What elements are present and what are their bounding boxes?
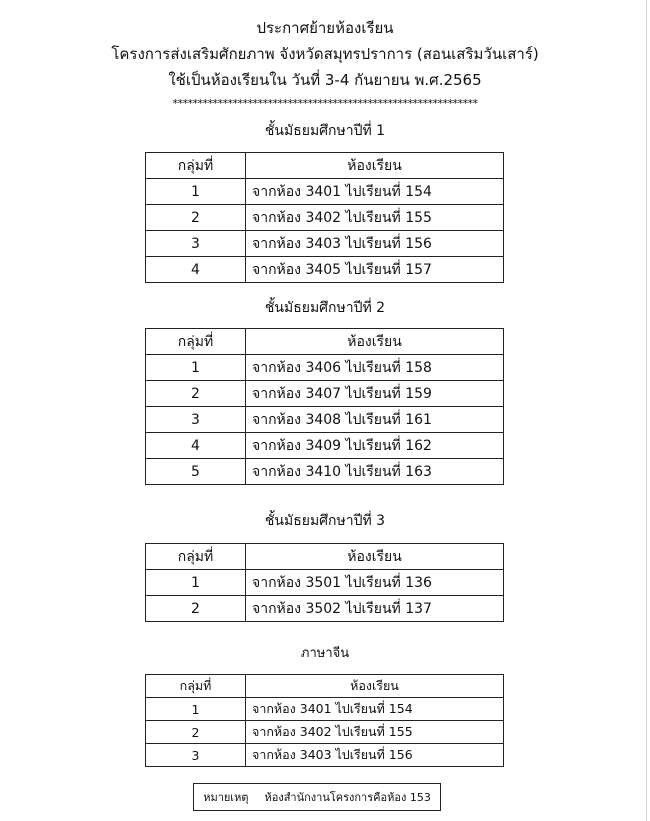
- room-cell: จากห้อง 3402 ไปเรียนที่ 155: [246, 205, 504, 231]
- group-cell: 2: [146, 381, 246, 407]
- room-cell: จากห้อง 3402 ไปเรียนที่ 155: [246, 721, 504, 744]
- group-cell: 1: [146, 570, 246, 596]
- table-header-row: [146, 544, 504, 570]
- column-header-group: กลุ่มที่: [146, 544, 246, 570]
- group-cell: 1: [146, 355, 246, 381]
- table-row: [146, 381, 504, 407]
- remark-label: หมายเหตุ: [203, 791, 249, 804]
- room-table-chinese: [145, 674, 504, 767]
- room-cell: จากห้อง 3405 ไปเรียนที่ 157: [246, 257, 504, 283]
- room-cell: จากห้อง 3403 ไปเรียนที่ 156: [246, 744, 504, 767]
- group-cell: 2: [146, 596, 246, 622]
- room-cell: จากห้อง 3406 ไปเรียนที่ 158: [246, 355, 504, 381]
- room-cell: จากห้อง 3501 ไปเรียนที่ 136: [246, 570, 504, 596]
- section-title-m1: ชั้นมัธยมศึกษาปีที่ 1: [264, 123, 386, 139]
- room-cell: จากห้อง 3408 ไปเรียนที่ 161: [246, 407, 504, 433]
- divider-stars: *************************************************************: [172, 97, 478, 110]
- group-cell: 5: [146, 459, 246, 485]
- remark-text: ห้องสำนักงานโครงการคือห้อง 153: [264, 791, 431, 804]
- table-row: [146, 744, 504, 767]
- table-row: [146, 570, 504, 596]
- group-cell: 1: [146, 179, 246, 205]
- room-cell: จากห้อง 3401 ไปเรียนที่ 154: [246, 698, 504, 721]
- group-cell: 3: [146, 231, 246, 257]
- group-cell: 3: [146, 744, 246, 767]
- column-header-group: กลุ่มที่: [146, 675, 246, 698]
- table-row: [146, 433, 504, 459]
- room-table-m3: [145, 543, 504, 622]
- room-table-m1: [145, 152, 504, 283]
- room-cell: จากห้อง 3409 ไปเรียนที่ 162: [246, 433, 504, 459]
- remark-box: [193, 783, 441, 811]
- column-header-room: ห้องเรียน: [246, 329, 504, 355]
- group-cell: 2: [146, 721, 246, 744]
- announcement-title: ประกาศย้ายห้องเรียน: [256, 19, 394, 37]
- section-title-m3: ชั้นมัธยมศึกษาปีที่ 3: [264, 513, 386, 529]
- column-header-room: ห้องเรียน: [246, 675, 504, 698]
- table-row: [146, 205, 504, 231]
- group-cell: 4: [146, 433, 246, 459]
- room-table-m2: [145, 328, 504, 485]
- room-cell: จากห้อง 3410 ไปเรียนที่ 163: [246, 459, 504, 485]
- section-title-m2: ชั้นมัธยมศึกษาปีที่ 2: [264, 300, 386, 316]
- table-header-row: [146, 153, 504, 179]
- table-row: [146, 698, 504, 721]
- table-row: [146, 355, 504, 381]
- room-cell: จากห้อง 3407 ไปเรียนที่ 159: [246, 381, 504, 407]
- table-row: [146, 257, 504, 283]
- room-cell: จากห้อง 3403 ไปเรียนที่ 156: [246, 231, 504, 257]
- column-header-room: ห้องเรียน: [246, 153, 504, 179]
- room-cell: จากห้อง 3401 ไปเรียนที่ 154: [246, 179, 504, 205]
- group-cell: 4: [146, 257, 246, 283]
- column-header-group: กลุ่มที่: [146, 153, 246, 179]
- table-header-row: [146, 675, 504, 698]
- table-row: [146, 231, 504, 257]
- table-row: [146, 407, 504, 433]
- section-title-chinese: ภาษาจีน: [300, 646, 350, 661]
- group-cell: 2: [146, 205, 246, 231]
- column-header-group: กลุ่มที่: [146, 329, 246, 355]
- group-cell: 3: [146, 407, 246, 433]
- group-cell: 1: [146, 698, 246, 721]
- room-cell: จากห้อง 3502 ไปเรียนที่ 137: [246, 596, 504, 622]
- project-name: โครงการส่งเสริมศักยภาพ จังหวัดสมุทรปราการ (สอนเสริมวันเสาร์): [111, 45, 539, 63]
- table-row: [146, 596, 504, 622]
- table-row: [146, 459, 504, 485]
- column-header-room: ห้องเรียน: [246, 544, 504, 570]
- table-row: [146, 721, 504, 744]
- table-header-row: [146, 329, 504, 355]
- date-line: ใช้เป็นห้องเรียนใน วันที่ 3-4 กันยายน พ.ศ.2565: [168, 71, 482, 89]
- table-row: [146, 179, 504, 205]
